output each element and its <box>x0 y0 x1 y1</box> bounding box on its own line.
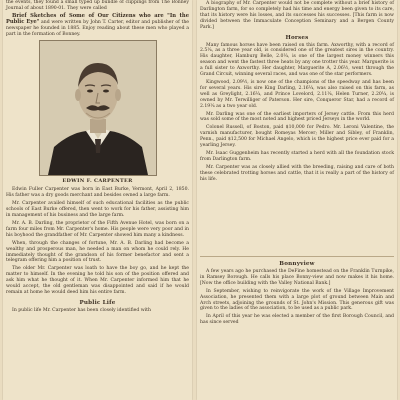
left-paragraph: Edwin Fuller Carpenter was born in East Burke, Vermont, April 2, 1850. His father was a dry goods merchant and besides owned a large farm. <box>6 187 189 199</box>
right-paragraph: Mr. Isaac Guggenheim has recently started a herd with all the foundation stock from Darlington farm. <box>200 150 394 162</box>
portrait-photo <box>39 40 157 176</box>
right-paragraph: Mr. Darling was one of the earliest importers of Jersey cattle. From this herd was sold some of the most noted and highest priced Jerseys in the world. <box>200 111 394 123</box>
intro-bold: Brief Sketches of Some of Our Citizens who are "In the Public Eye" <box>6 12 189 25</box>
right-paragraph: Many famous horses have been raised on this farm. Axworthy, with a record of 2.5¼, as a three year old, is considered one of the greatest sires in the country. His daughter, Hamburg Belle, 2.0¼, is one of the largest money winners this season and went the fastest three heats by any one trotter this year. Marguerite is a full sister to Axworthy. Her daughter, Marguerite A, 2.06½, went through the Grand Circuit, winning several races, and was one of the star performers. <box>200 42 394 78</box>
right-intro-paragraph: A biography of Mr. Carpenter would not be complete without a brief history of Darlington farm, for so completely had his time and energy been given to its care, that its history were his losses, and its successes his successes. [This farm is now divided between the Immaculate Conception Seminary and a Bergen County Park.] <box>200 1 394 30</box>
top-fragment: the events, they found a small typed up bundle of clippings from The Bonney Journal of about 1890-01. They were called <box>6 0 189 11</box>
left-paragraph: Mr. A. B. Darling, the proprietor of the Fifth Avenue Hotel, was born on a farm four miles from Mr. Carpenter's home. His people were very poor and in his boyhood the grandfather of Mr. Carpenter showed him many a kindness. <box>6 220 189 238</box>
section-heading-bonnyview: Bonnyview <box>279 261 315 267</box>
right-paragraph: Colonel Russell, of Boston, paid $10,000 for Pedro. Mr. Leroni Valentine, the varnish manufacturer, bought Romeyas Mercer; Miller and Sibley, of Franklin, Penn., paid $12,500 for Michael Angelo, which is the highest price ever paid for a yearling Jersey. <box>200 125 394 149</box>
right-paragraph: A few years ago he purchased the DeFine homestead on the Franklin Turnpike, in Ramsey Borough. He calls his place Bonny-view and now makes it his home. [Now the office building with the Valley National Bank.] <box>200 269 394 286</box>
right-bottom-block <box>197 253 397 328</box>
intro-rest: and were written by John T. Carter, editor and publisher of the newspaper he founded in 1885. Enjoy reading about these men who played a part in the formation of Bonney. <box>6 19 189 37</box>
section-divider <box>200 256 394 257</box>
right-paragraph: In September, wishing to reinvigorate the work of the Village Improvement Association, he presented them with a large plot of ground between Main and Arch streets, adjoining the grounds of St. John's Mission. This generous gift was given to the ladies of the association, to be used as a public park. <box>200 288 394 312</box>
section-heading-horses: Horses <box>285 34 309 41</box>
left-paragraph: Mr. Carpenter availed himself of such educational facilities as the public schools of East Burke offered, then went to work for his father, assisting him in management of his business and the large farm. <box>6 201 189 219</box>
left-paragraph: In public life Mr. Carpenter has been closely identified with <box>12 307 151 313</box>
right-paragraph: Mr. Carpenter was as closely allied with the breeding, raising and care of both these celebrated trotting horses and cattle, that it is really a part of the history of his life. <box>200 164 394 182</box>
portrait-caption: EDWIN F. CARPENTER <box>62 178 133 185</box>
left-paragraph: When, through the changes of fortune, Mr. A. B. Darling had become a wealthy and prosperous man, he needed a man on whom he could rely. He immediately thought of the grandson of his former benefactor and sent a telegram offering him a position of trust. <box>6 240 189 264</box>
intro-paragraph <box>6 14 189 38</box>
right-clipping <box>197 0 397 400</box>
section-heading-public-life: Public Life <box>79 299 116 306</box>
right-top-block <box>197 0 397 182</box>
right-paragraph: Kingwood, 2.09½, is now one of the champions of the speedway and has been for several years. His sire King Darling, 2.16¼, was also raised on this farm, as well as Greylight, 2.16¼, and Prince Lovelord, 2.11¼, Helen Turner, 2.20¼, is owned by Mr. Terwilliger of Paterson. Her sire, Conqueror Star, had a record of 2.19¼ as a two year old. <box>200 79 394 109</box>
left-clipping <box>3 0 192 400</box>
right-paragraph: In April of this year he was elected a member of the first Borough Council, and has since served <box>200 314 394 326</box>
left-paragraph: The older Mr. Carpenter was loath to have the boy go, and he kept the matter to himself. In the evening he told his son of the position offered and ask him what he thought of it. When Mr. Carpenter informed him that he would accept, the old gentleman was disappointed and said if he would remain at home he would deed him his entire farm. <box>6 266 189 295</box>
